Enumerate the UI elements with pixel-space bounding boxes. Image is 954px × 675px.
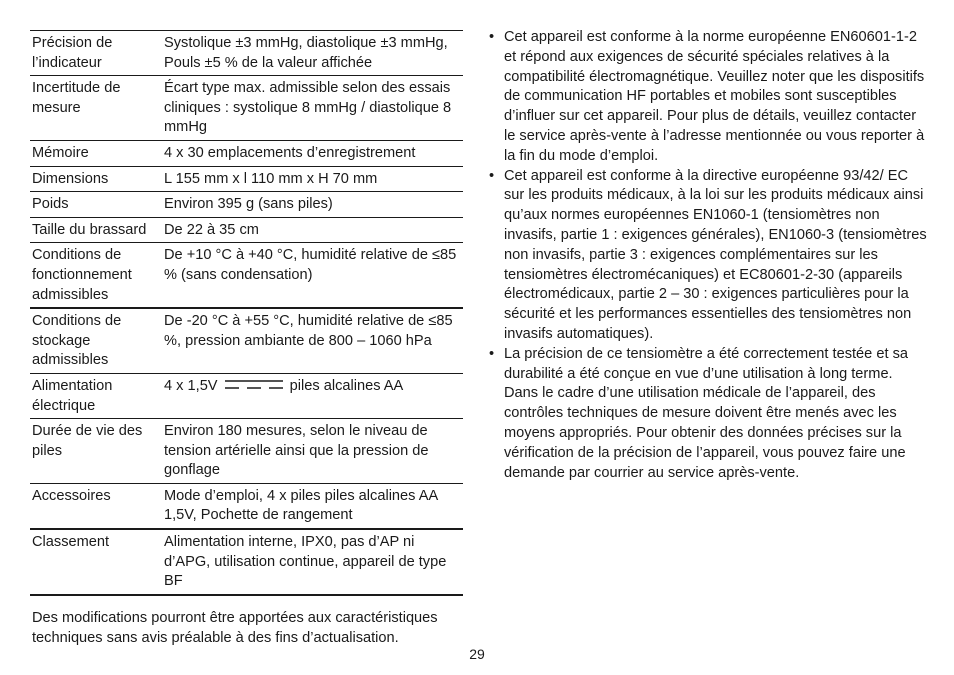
specs-table (30, 30, 463, 596)
spec-row (30, 419, 463, 484)
compliance-list (489, 28, 929, 483)
spec-label: Durée de vie des piles (32, 423, 143, 459)
spec-value: De -20 °C à +55 °C, humidité relative de ≤85 %, pression ambiante de 800 – 1060 hPa (164, 313, 453, 349)
specs-section (30, 30, 463, 648)
spec-label: Conditions de stockage admissibles (32, 313, 122, 369)
spec-value: Environ 180 mesures, selon le niveau de tension artérielle ainsi que la pression de gonflage (164, 423, 429, 479)
spec-label: Classement (32, 534, 110, 551)
spec-row (30, 308, 463, 373)
list-item: • La précision de ce tensiomètre a été correctement testée et sa durabilité a été conçue en vue d’une utilisation à long terme. Dans le cadre d’une utilisation médicale de l’appareil, des contrôles techniques de mesure doivent être menés avec les moyens appropriés. Pour obtenir des données précises sur la vérification de la précision de l’appareil, vous pouvez faire une demande par courrier au service après-vente. (489, 345, 929, 484)
compliance-section (489, 28, 929, 483)
spec-value (164, 373, 463, 418)
spec-label: Mémoire (32, 144, 89, 161)
spec-label: Précision de l’indicateur (32, 35, 113, 71)
spec-row (30, 373, 463, 418)
spec-row (30, 483, 463, 529)
spec-row (30, 31, 463, 76)
spec-value: Systolique ±3 mmHg, diastolique ±3 mmHg, Pouls ±5 % de la valeur affichée (164, 35, 448, 71)
voltage-text: 4 x 1,5V (164, 377, 218, 394)
spec-label: Conditions de fonctionnement admissibles (32, 247, 132, 303)
spec-label: Incertitude de mesure (32, 80, 121, 116)
list-item: • Cet appareil est conforme à la norme européenne EN60601-1-2 et répond aux exigences de sécurité spéciales relatives à la compatibilité électromagnétique. Veuillez noter que les dispositifs de communication HF portables et mobiles sont susceptibles d’influer sur cet appareil. Pour plus de détails, veuillez contacter le service après-vente à l’adresse mentionnée ou vous reporter à la fin du mode d’emploi. (489, 28, 929, 167)
spec-label: Poids (32, 196, 69, 213)
spec-label: Dimensions (32, 170, 109, 187)
spec-value: Alimentation interne, IPX0, pas d’AP ni d’APG, utilisation continue, appareil de type BF (164, 534, 447, 590)
spec-value: Environ 395 g (sans piles) (164, 196, 333, 213)
spec-label: Accessoires (32, 487, 111, 504)
spec-value: Écart type max. admissible selon des essais cliniques : systolique 8 mmHg / diastolique 8 mmHg (164, 80, 452, 136)
spec-row (30, 76, 463, 141)
spec-value: 4 x 30 emplacements d’enregistrement (164, 144, 416, 161)
spec-label: Alimentation électrique (32, 377, 113, 414)
spec-row (30, 529, 463, 595)
page-number: 29 (469, 646, 485, 662)
modification-note: Des modifications pourront être apportées aux caractéristiques techniques sans avis préalable à des fins d’actualisation. (32, 609, 438, 646)
spec-row (30, 192, 463, 218)
spec-value: De 22 à 35 cm (164, 221, 259, 238)
spec-row (30, 166, 463, 192)
list-item: • Cet appareil est conforme à la directive européenne 93/42/ EC sur les produits médicaux, à la loi sur les produits médicaux ainsi qu’aux normes européennes EN1060-1 (tensiomètres non invasifs, partie 1 : exigences générales), EN1060-3 (tensiomètres non invasifs, partie 3 : exigences complémentaires sur les tensiomètres électromécaniques) et EC80601-2-30 (appareils électromédicaux, partie 2 – 30 : exigences particulières pour la sécurité et les performances essentielles des tensiomètres non invasifs automatiques). (489, 167, 929, 345)
spec-value: Mode d’emploi, 4 x piles piles alcalines AA 1,5V, Pochette de rangement (164, 487, 438, 524)
spec-row (30, 217, 463, 243)
battery-type-text: piles alcalines AA (289, 377, 404, 394)
spec-row (30, 140, 463, 166)
spec-row (30, 243, 463, 308)
spec-value: De +10 °C à +40 °C, humidité relative de ≤85 % (sans condensation) (164, 247, 457, 283)
spec-label: Taille du brassard (32, 221, 147, 238)
direct-current-icon (225, 378, 283, 390)
spec-value: L 155 mm x l 110 mm x H 70 mm (164, 170, 378, 187)
